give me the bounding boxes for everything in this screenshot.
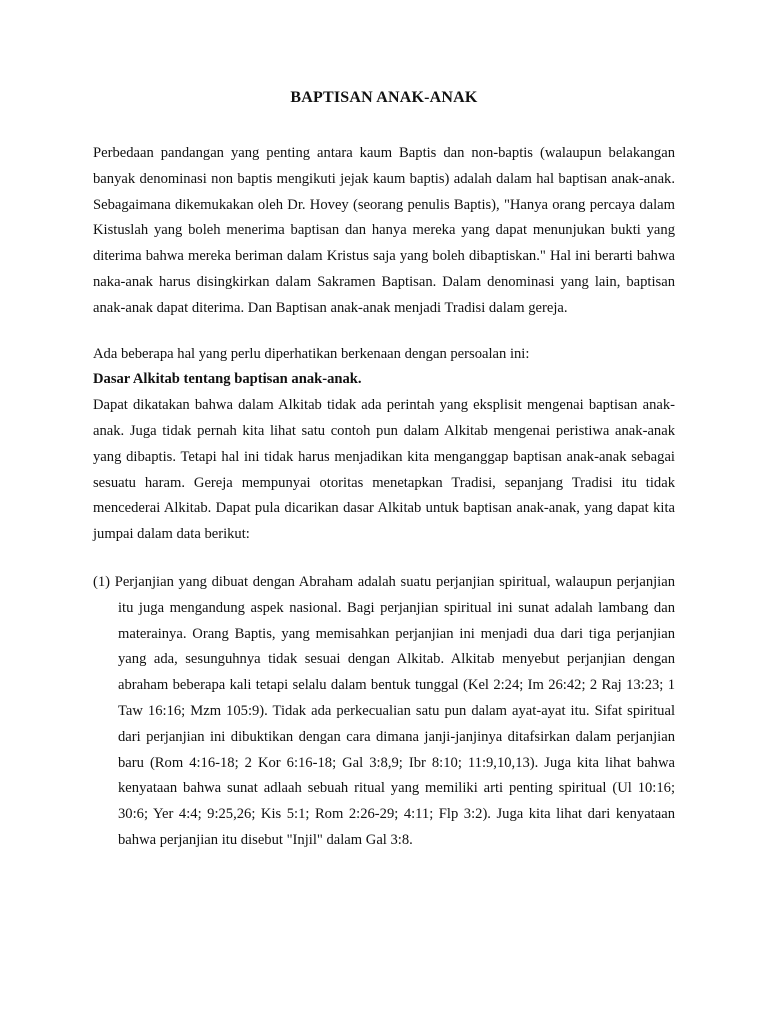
paragraph-spacer [93,548,675,570]
paragraph-intro: Perbedaan pandangan yang penting antara kaum Baptis dan non-baptis (walaupun belakangan banyak denominasi non baptis mengikuti jejak kaum baptis) adalah dalam hal baptisan anak-anak. Sebagaimana dikemukakan oleh Dr. Hovey (seorang penulis Baptis), "Hanya orang percaya dalam Kistuslah yang boleh menerima baptisan dan hanya mereka yang dapat menunjukan bukti yang diterima bahwa mereka beriman dalam Kristus saja yang boleh dibaptiskan." Hal ini berarti bahwa naka-anak harus disingkirkan dalam Sakramen Baptisan. Dalam denominasi yang lain, baptisan anak-anak dapat diterima. Dan Baptisan anak-anak menjadi Tradisi dalam gereja. [93,145,675,316]
list-item-abraham-covenant: (1) Perjanjian yang dibuat dengan Abraham adalah suatu perjanjian spiritual, walaupun perjanjian itu juga mengandung aspek nasional. Bagi perjanjian spiritual ini sunat adalah lambang dan materainya. Orang Baptis, yang memisahkan perjanjian ini menjadi dua dari tiga perjanjian yang ada, sesunguhnya tidak sesuai dengan Alkitab. Alkitab menyebut perjanjian dengan abraham beberapa kali tetapi selalu dalam bentuk tunggal (Kel 2:24; Im 26:42; 2 Raj 13:23; 1 Taw 16:16; Mzm 105:9). Tidak ada perkecualian satu pun dalam ayat-ayat itu. Sifat spiritual dari perjanjian ini dibuktikan dengan cara dimana janji-janjinya ditafsirkan dalam perjanjian baru (Rom 4:16-18; 2 Kor 6:16-18; Gal 3:8,9; Ibr 8:10; 11:9,10,13). Juga kita lihat bahwa kenyataan bahwa sunat adlaah sebuah ritual yang memiliki arti penting spiritual (Ul 10:16; 30:6; Yer 4:4; 9:25,26; Kis 5:1; Rom 2:26-29; 4:11; Flp 3:2). Juga kita lihat dari kenyataan bahwa perjanjian itu disebut "Injil" dalam Gal 3:8. [93,573,675,848]
paragraph-spacer [93,322,675,342]
document-title: BAPTISAN ANAK-ANAK [290,89,478,106]
document-page [93,88,675,854]
section-heading: Dasar Alkitab tentang baptisan anak-anak. [93,371,362,388]
paragraph-biblical-basis: Dapat dikatakan bahwa dalam Alkitab tidak ada perintah yang eksplisit mengenai baptisan anak-anak. Juga tidak pernah kita lihat satu contoh pun dalam Alkitab mengenai peristiwa anak-anak yang dibaptis. Tetapi hal ini tidak harus menjadikan kita menganggap baptisan anak-anak sebagai sesuatu haram. Gereja mempunyai otoritas menetapkan Tradisi, sepanjang Tradisi itu tidak mencederai Alkitab. Dapat pula dicarikan dasar Alkitab untuk baptisan anak-anak, yang dapat kita jumpai dalam data berikut: [93,397,675,543]
paragraph-considerations: Ada beberapa hal yang perlu diperhatikan berkenaan dengan persoalan ini: [93,345,530,362]
